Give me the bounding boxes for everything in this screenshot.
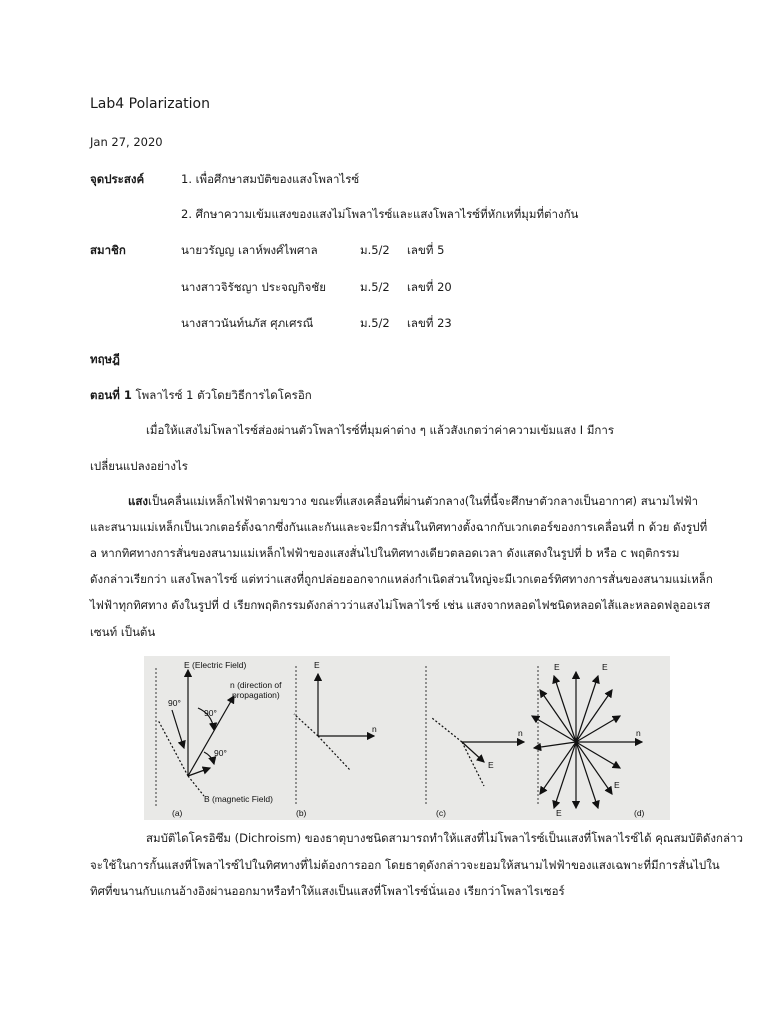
- angle-arc: [204, 752, 214, 764]
- vector-arrow: [554, 742, 576, 808]
- dashed-axis-line: [318, 736, 350, 770]
- figure-label: 90°: [168, 698, 181, 708]
- vector-arrow: [576, 690, 612, 742]
- objective-label: จุดประสงค์: [90, 172, 145, 186]
- figure-label: (c): [436, 808, 446, 818]
- angle-arc: [172, 710, 184, 748]
- para2-line-1: สมบัติไดโครอิซึม (Dichroism) ของธาตุบางชนิดสามารถทำให้แสงที่ไม่โพลาไรซ์เป็นแสงที่โพลาไรซ์ได้ คุณสมบัติดังกล่าว: [146, 831, 743, 845]
- dashed-axis-line: [188, 776, 204, 796]
- figure-label: n: [372, 724, 377, 734]
- para2-line-2: จะใช้ในการกั้นแสงที่โพลาไรซ์ไปในทิศทางที่ไม่ต้องการออก โดยธาตุดังกล่าวจะยอมให้สนามไฟฟ้าของแสงเฉพาะที่มีการสั่นไปใน: [90, 858, 720, 872]
- para1-line-6: เซนท์ เป็นต้น: [90, 625, 156, 639]
- figure-label: E: [314, 660, 320, 670]
- member-number-3: เลขที่ 23: [407, 316, 452, 330]
- figure-label: 90°: [204, 708, 217, 718]
- member-name-1: นายวรัญญ เลาห์พงศ์ไพศาล: [181, 243, 318, 257]
- vector-arrow: [576, 676, 598, 742]
- objective-item-2: 2. ศึกษาความเข้มแสงของแสงไม่โพลาไรซ์และแสงโพลาไรซ์ที่หักเหที่มุมที่ต่างกัน: [181, 207, 579, 221]
- intro-line-2: เปลี่ยนแปลงอย่างไร: [90, 459, 188, 473]
- figure-label: (a): [172, 808, 183, 818]
- members-label: สมาชิก: [90, 243, 126, 257]
- member-name-2: นางสาวจิรัชญา ประจญกิจชัย: [181, 280, 326, 294]
- para1-first-rest: เป็นคลื่นแม่เหล็กไฟฟ้าตามขวาง ขณะที่แสงเคลื่อนที่ผ่านตัวกลาง(ในที่นี้จะศึกษาตัวกลางเป็นอากาศ) สนามไฟฟ้า: [148, 494, 699, 508]
- figure-label: B (magnetic Field): [204, 794, 273, 804]
- member-number-1: เลขที่ 5: [407, 243, 445, 257]
- dashed-axis-line: [294, 714, 318, 736]
- vector-arrow: [576, 742, 612, 794]
- figure-label: n (direction of: [230, 680, 282, 690]
- para1-line-3: a หากทิศทางการสั่นของสนามแม่เหล็กไฟฟ้าของแสงสั่นไปในทิศทางเดียวตลอดเวลา ดังแสดงในรูปที่ b หรือ c พฤติกรรม: [90, 546, 680, 560]
- intro-line-1: เมื่อให้แสงไม่โพลาไรซ์ส่องผ่านตัวโพลาไรซ์ที่มุมค่าต่าง ๆ แล้วสังเกตว่าค่าความเข้มแสง I มีการ: [146, 423, 614, 437]
- polarization-diagram: [144, 656, 670, 820]
- page-title: Lab4 Polarization: [90, 96, 210, 112]
- date: Jan 27, 2020: [90, 135, 163, 149]
- member-class-3: ม.5/2: [360, 316, 390, 330]
- theory-heading: ทฤษฎี: [90, 352, 120, 366]
- part1-label: ตอนที่ 1: [90, 388, 132, 402]
- figure-label: propagation): [232, 690, 280, 700]
- part1-line: [90, 390, 312, 402]
- member-class-2: ม.5/2: [360, 280, 390, 294]
- vector-arrow: [576, 716, 620, 742]
- member-name-3: นางสาวนันท์นภัส ศุภเศรณี: [181, 316, 314, 330]
- figure-label: E: [554, 662, 560, 672]
- vector-arrow: [540, 690, 576, 742]
- part1-text: โพลาไรซ์ 1 ตัวโดยวิธีการไดโครอิก: [135, 388, 312, 402]
- figure-label: 90°: [214, 748, 227, 758]
- dashed-axis-line: [462, 742, 484, 786]
- polarization-figure: [144, 656, 670, 820]
- para1-line-1: [128, 496, 698, 508]
- figure-label: E: [488, 760, 494, 770]
- figure-label: (d): [634, 808, 645, 818]
- para1-line-4: ดังกล่าวเรียกว่า แสงโพลาไรซ์ แต่ทว่าแสงที่ถูกปล่อยออกจากแหล่งกำเนิดส่วนใหญ่จะมีเวกเตอร์ทิศทางการสั่นของสนามแม่เหล็ก: [90, 572, 713, 586]
- vector-arrow: [534, 742, 576, 748]
- member-number-2: เลขที่ 20: [407, 280, 452, 294]
- para2-line-3: ทิศที่ขนานกับแกนอ้างอิงผ่านออกมาหรือทำให้แสงเป็นแสงที่โพลาไรซ์นั่นเอง เรียกว่าโพลาไรเซอร์: [90, 884, 565, 898]
- para1-line-5: ไฟฟ้าทุกทิศทาง ดังในรูปที่ d เรียกพฤติกรรมดังกล่าวว่าแสงไม่โพลาไรซ์ เช่น แสงจากหลอดไฟชนิดหลอดไส้และหลอดฟลูออเรส: [90, 598, 711, 612]
- para1-bold-word: แสง: [128, 494, 149, 508]
- figure-label: E: [602, 662, 608, 672]
- vector-arrow: [540, 742, 576, 794]
- member-class-1: ม.5/2: [360, 243, 390, 257]
- vector-arrow: [576, 742, 598, 808]
- vector-arrow: [576, 742, 620, 768]
- figure-label: E: [556, 808, 562, 818]
- figure-label: E: [614, 780, 620, 790]
- vector-arrow: [554, 676, 576, 742]
- vector-arrow: [462, 742, 484, 762]
- figure-label: (b): [296, 808, 307, 818]
- figure-label: n: [518, 728, 523, 738]
- figure-label: n: [636, 728, 641, 738]
- para1-line-2: และสนามแม่เหล็กเป็นเวกเตอร์ตั้งฉากซึ่งกันและกันและจะมีการสั่นในทิศทางตั้งฉากกับเวกเตอร์ของการเคลื่อนที่ n ด้วย ดังรูปที่: [90, 520, 708, 534]
- dashed-axis-line: [432, 718, 462, 742]
- objective-item-1: 1. เพื่อศึกษาสมบัติของแสงโพลาไรซ์: [181, 172, 360, 186]
- figure-label: E (Electric Field): [184, 660, 247, 670]
